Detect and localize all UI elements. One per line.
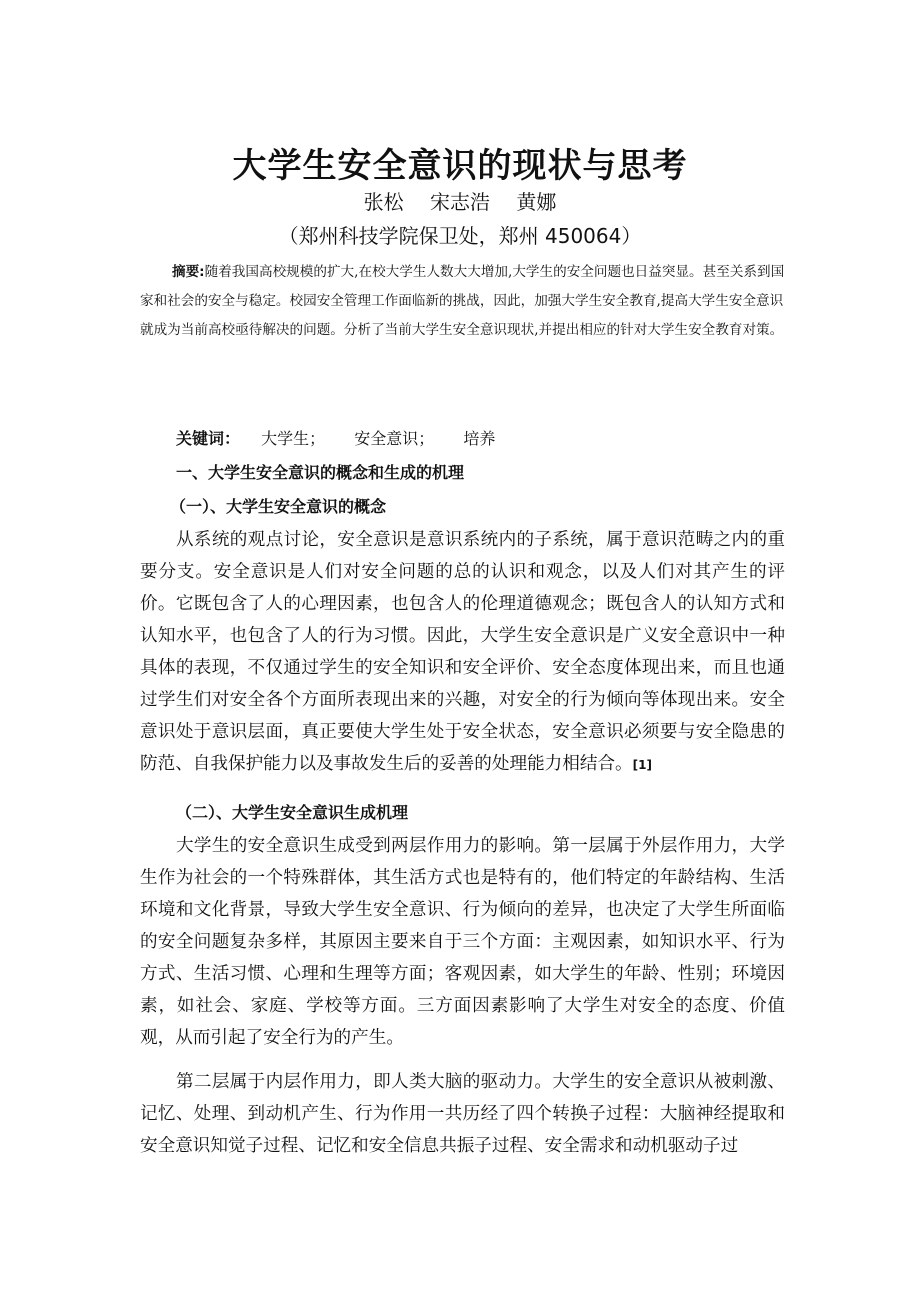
keywords bbox=[176, 426, 519, 449]
author-name: 张松 bbox=[363, 190, 404, 214]
abstract-label: 摘要: bbox=[172, 264, 205, 280]
subsection-heading: （二）、大学生安全意识生成机理 bbox=[176, 803, 409, 822]
keyword: 大学生； bbox=[261, 429, 326, 448]
paper-title: 大学生安全意识的现状与思考 bbox=[232, 146, 688, 186]
author-name: 黄娜 bbox=[516, 190, 557, 214]
subsection-heading: （一）、大学生安全意识的概念 bbox=[170, 497, 387, 516]
body-paragraph: 第二层属于内层作用力，即人类大脑的驱动力。大学生的安全意识从被刺激、记忆、处理、到动机产生、行为作用一共历经了四个转换子过程：大脑神经提取和安全意识知觉子过程、记忆和安全信息共振子过程、安全需求和动机驱动子过 bbox=[140, 1072, 785, 1156]
keyword: 安全意识； bbox=[354, 429, 435, 448]
keyword: 培养 bbox=[463, 429, 496, 448]
abstract-text: 随着我国高校规模的扩大,在校大学生人数大大增加,大学生的安全问题也日益突显。甚至关系到国家和社会的安全与稳定。校园安全管理工作面临新的挑战，因此，加强大学生安全教育,提高大学生安全意识就成为当前高校亟待解决的问题。分析了当前大学生安全意识现状,并提出相应的针对大学生安全教育对策。 bbox=[140, 264, 785, 338]
author-name: 宋志浩 bbox=[430, 190, 490, 214]
body-paragraph: 大学生的安全意识生成受到两层作用力的影响。第一层属于外层作用力，大学生作为社会的一个特殊群体，其生活方式也是特有的，他们特定的年龄结构、生活环境和文化背景，导致大学生安全意识、行为倾向的差异，也决定了大学生所面临的安全问题复杂多样，其原因主要来自于三个方面：主观因素，如知识水平、行为方式、生活习惯、心理和生理等方面；客观因素，如大学生的年龄、性别；环境因素，如社会、家庭、学校等方面。三方面因素影响了大学生对安全的态度、价值观，从而引起了安全行为的产生。 bbox=[140, 836, 785, 1048]
citation-ref: [1] bbox=[632, 758, 652, 772]
abstract bbox=[140, 258, 785, 345]
keywords-label: 关键词： bbox=[176, 429, 241, 448]
body-paragraph bbox=[140, 524, 785, 781]
section-heading: 一、大学生安全意识的概念和生成的机理 bbox=[176, 463, 465, 482]
paragraph-text: 从系统的观点讨论，安全意识是意识系统内的子系统，属于意识范畴之内的重要分支。安全意识是人们对安全问题的总的认识和观念，以及人们对其产生的评价。它既包含了人的心理因素，也包含人的伦理道德观念；既包含人的认知方式和认知水平，也包含了人的行为习惯。因此，大学生安全意识是广义安全意识中一种具体的表现，不仅通过学生的安全知识和安全评价、安全态度体现出来，而且也通过学生们对安全各个方面所表现出来的兴趣，对安全的行为倾向等体现出来。安全意识处于意识层面，真正要使大学生处于安全状态，安全意识必须要与安全隐患的防范、自我保护能力以及事故发生后的妥善的处理能力相结合。 bbox=[140, 530, 785, 774]
author-list bbox=[0, 186, 920, 215]
affiliation: （郑州科技学院保卫处，郑州 450064） bbox=[278, 224, 642, 248]
